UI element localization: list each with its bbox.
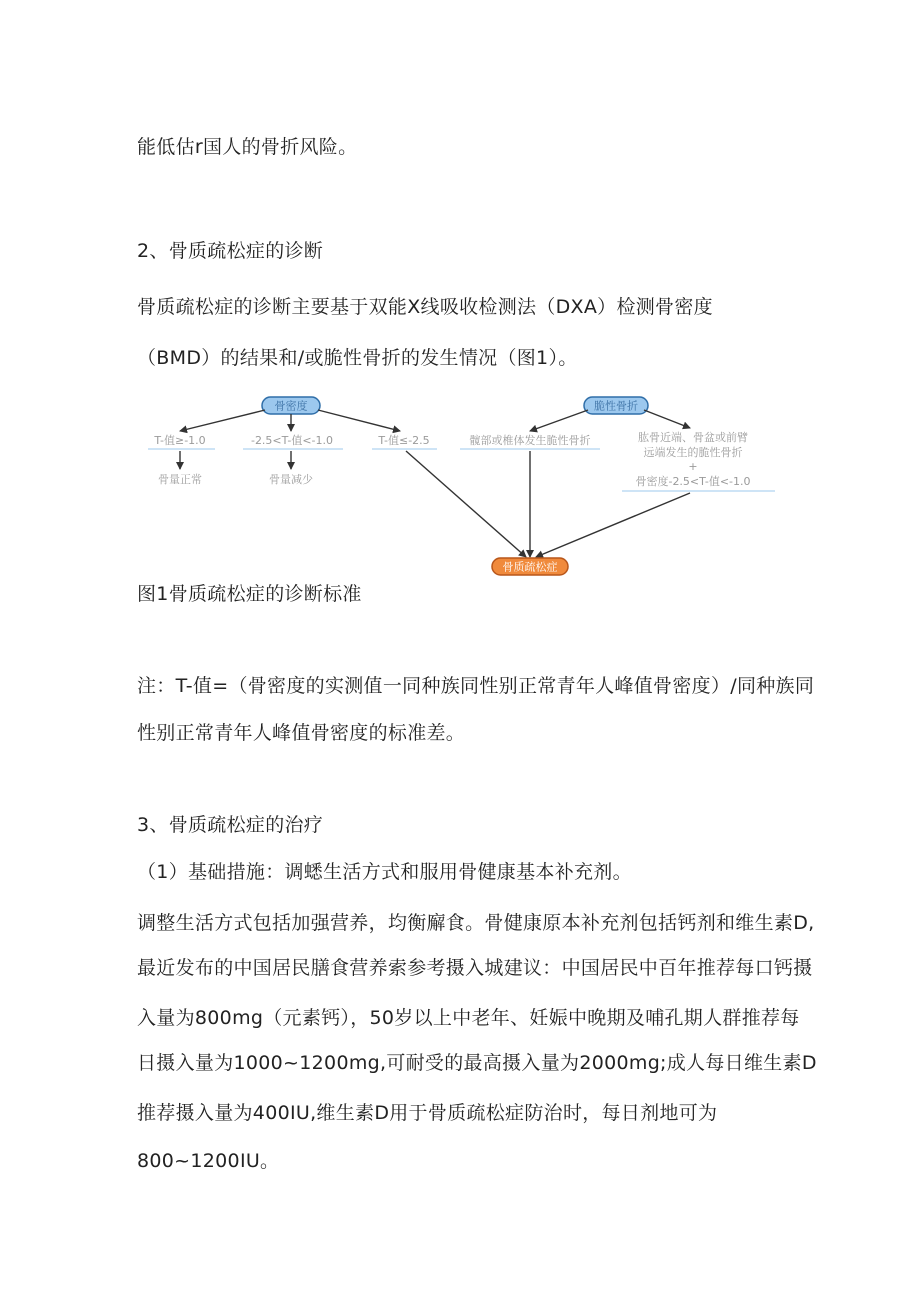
paragraph-line: 最近发布的中国居民膳食营养索参考摄入城建议：中国居民中百年推荐每口钙摄 <box>137 957 813 979</box>
paragraph-line: 骨质疏松症的诊断主要基于双能X线吸收检测法（DXA）检测骨密度 <box>137 296 713 318</box>
section-heading-treatment: 3、骨质疏松症的治疗 <box>137 814 324 836</box>
cond-other-line2: 远端发生的脆性骨折 <box>643 446 743 459</box>
cond-other-line1: 肱骨近端、骨盆或前臂 <box>638 431 748 444</box>
paragraph-line: 800~1200IU。 <box>137 1150 280 1172</box>
paragraph-line: （BMD）的结果和/或脆性骨折的发生情况（图1）。 <box>137 347 578 369</box>
cond-osteoporosis: T-值≤-2.5 <box>378 434 430 447</box>
arrow-bmd-osteoporosis <box>318 410 400 431</box>
result-normal: 骨量正常 <box>158 473 202 486</box>
paragraph-line: 入量为800mg（元素钙），50岁以上中老年、妊娠中晚期及哺孔期人群推荐每 <box>137 1007 800 1029</box>
paragraph-line: 调整生活方式包括加强营养，均衡廨食。骨健康原本补充剂包括钙剂和维生素D, <box>137 912 815 934</box>
fracture-node-label: 脆性骨折 <box>594 399 638 413</box>
note-line: 注：T-值=（骨密度的实测值一同种族同性别正常青年人峰值骨密度）/同种族同 <box>137 675 815 697</box>
flowchart-svg <box>0 385 920 585</box>
result-low: 骨量减少 <box>269 473 313 486</box>
arrow-fracture-other <box>644 410 690 428</box>
cond-hip-spine: 髋部或椎体发生脆性骨折 <box>469 434 591 447</box>
arrow-fracture-hip <box>530 410 588 431</box>
osteoporosis-final-node <box>492 558 568 575</box>
arrow-osteoporosis-final <box>406 451 526 557</box>
section-heading-diagnosis: 2、骨质疏松症的诊断 <box>137 240 324 262</box>
fracture-node <box>584 397 648 414</box>
paragraph-line: 日摄入量为1000~1200mg,可耐受的最高摄入量为2000mg;成人每日维生素D <box>137 1052 817 1074</box>
paragraph-line: 推荐摄入量为400IU,维生素D用于骨质疏松症防治时，每日剂地可为 <box>137 1102 718 1124</box>
cond-normal: T-值≥-1.0 <box>154 434 206 447</box>
cond-other-plus: + <box>688 460 698 473</box>
figure-caption: 图1骨质疏松症的诊断标准 <box>137 583 362 605</box>
bmd-node <box>262 397 320 414</box>
arrow-other-final <box>536 493 690 557</box>
arrow-bmd-normal <box>180 410 265 431</box>
cond-osteopenia: -2.5<T-值<-1.0 <box>250 434 334 447</box>
cond-other-bmd: 骨密度-2.5<T-值<-1.0 <box>635 475 751 488</box>
note-line: 性别正常青年人峰值骨密度的标准差。 <box>137 722 466 744</box>
diagnosis-flowchart <box>0 385 920 585</box>
paragraph-line: 能低估r国人的骨折风险。 <box>137 136 358 158</box>
bmd-node-label: 骨密度 <box>274 399 308 413</box>
final-node-label: 骨质疏松症 <box>502 560 558 574</box>
subheading: （1）基础措施：调蟋生活方式和服用骨健康基本补充剂。 <box>137 861 632 883</box>
